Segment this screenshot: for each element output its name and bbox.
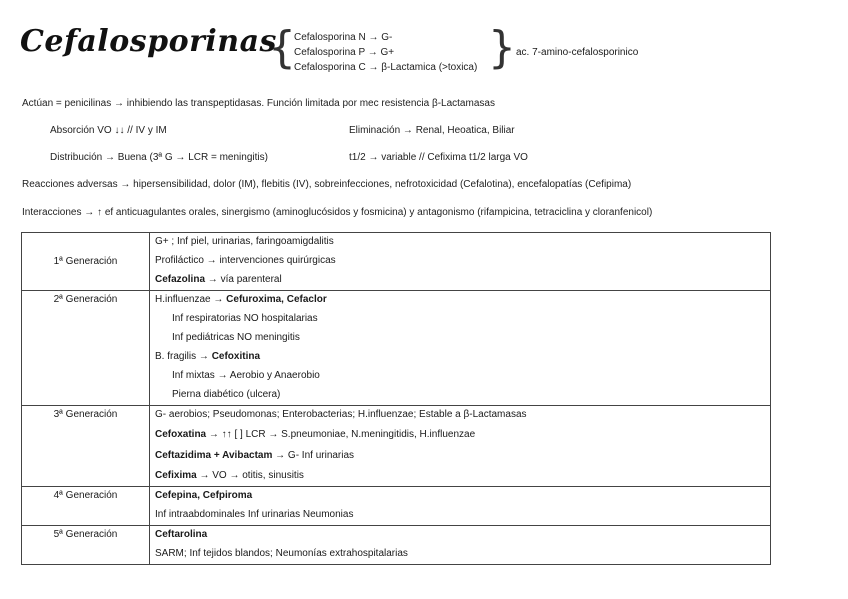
- detail-line: G+ ; Inf piel, urinarias, faringoamigdalitis: [155, 236, 334, 247]
- detail-text: → G- Inf urinarias: [272, 450, 355, 461]
- drug-name: Cefoxitina: [211, 351, 261, 362]
- detail-line: SARM; Inf tejidos blandos; Neumonías extrahospitalarias: [155, 548, 408, 559]
- generations-table: [21, 232, 771, 565]
- detail-line: Inf pediátricas NO meningitis: [172, 332, 300, 343]
- generation-label: [22, 406, 150, 487]
- elimination-line: Eliminación → Renal, Heoatica, Biliar: [349, 125, 515, 136]
- generation-details: [150, 291, 771, 406]
- drug-name: Cefoxatina: [155, 429, 207, 440]
- interactions-line: Interacciones → ↑ ef anticuagulantes orales, sinergismo (aminoglucósidos y fosmicina) y antagonismo (rifampicina, tetraciclina y cloranfenicol): [22, 207, 653, 218]
- right-brace: }: [488, 22, 516, 73]
- detail-line: Inf mixtas → Aerobio y Anaerobio: [172, 370, 320, 381]
- table-row: [22, 291, 771, 406]
- detail-line: [150, 291, 770, 310]
- adverse-reactions-line: Reacciones adversas → hipersensibilidad, dolor (IM), flebitis (IV), sobreinfecciones, nefrotoxicidad (Cefalotina), encefalopatías (Cefipima): [22, 179, 632, 190]
- generation-label-text: 3ª Generación: [53, 409, 118, 420]
- generation-label: [22, 526, 150, 565]
- table-row: [22, 233, 771, 291]
- drug-name: Cefepina, Cefpiroma: [155, 490, 253, 501]
- detail-line: Profiláctico → intervenciones quirúrgicas: [155, 255, 336, 266]
- detail-line: Inf intraabdominales Inf urinarias Neumonias: [155, 509, 354, 520]
- half-life-line: t1/2 → variable // Cefixima t1/2 larga VO: [349, 152, 528, 163]
- generation-details: [150, 406, 771, 487]
- detail-line: [150, 446, 770, 467]
- page-title: Cefalosporinas: [20, 24, 277, 59]
- table-row: [22, 526, 771, 565]
- generation-label: [22, 291, 150, 406]
- generation-label-text: 2ª Generación: [53, 294, 118, 305]
- drug-name: Cefixima: [155, 470, 197, 481]
- subtype-c: Cefalosporina C → β-Lactamica (>toxica): [294, 62, 478, 73]
- detail-line: [150, 467, 770, 486]
- generation-label: 1ª Generación: [22, 233, 150, 291]
- generation-label-text: 5ª Generación: [53, 529, 118, 540]
- detail-text: → vía parenteral: [205, 274, 282, 285]
- detail-line: Inf respiratorias NO hospitalarias: [172, 313, 318, 324]
- left-brace: {: [268, 22, 296, 73]
- drug-name: Cefuroxima, Cefaclor: [226, 294, 327, 305]
- table-row: [22, 406, 771, 487]
- detail-text: → VO → otitis, sinusitis: [196, 470, 304, 481]
- drug-name: Ceftazidima + Avibactam: [155, 450, 273, 461]
- distribution-line: Distribución → Buena (3ª G → LCR = meningitis): [50, 152, 268, 163]
- detail-text: B. fragilis →: [155, 351, 212, 362]
- absorption-line: Absorción VO ↓↓ // IV y IM: [50, 125, 167, 136]
- detail-line: Pierna diabético (ulcera): [172, 389, 281, 400]
- table-row: [22, 487, 771, 526]
- generation-label-text: 4ª Generación: [53, 490, 118, 501]
- generation-details: [150, 233, 771, 291]
- drug-name: Ceftarolina: [155, 529, 208, 540]
- detail-line: [150, 271, 770, 290]
- detail-line: [150, 425, 770, 446]
- detail-line: G- aerobios; Pseudomonas; Enterobacterias; H.influenzae; Estable a β-Lactamasas: [155, 409, 527, 420]
- generation-label: [22, 487, 150, 526]
- detail-text: → ↑↑ [ ] LCR → S.pneumoniae, N.meningitidis, H.influenzae: [206, 429, 476, 440]
- detail-line: [150, 348, 770, 367]
- detail-text: H.influenzae →: [155, 294, 227, 305]
- subtypes-note: ac. 7-amino-cefalosporinico: [516, 47, 639, 58]
- drug-name: Cefazolina: [155, 274, 206, 285]
- generation-details: [150, 526, 771, 565]
- mechanism-line: Actúan = penicilinas → inhibiendo las transpeptidasas. Función limitada por mec resistencia β-Lactamasas: [22, 98, 495, 109]
- generation-details: [150, 487, 771, 526]
- subtype-p: Cefalosporina P → G+: [294, 47, 395, 58]
- subtype-n: Cefalosporina N → G-: [294, 32, 393, 43]
